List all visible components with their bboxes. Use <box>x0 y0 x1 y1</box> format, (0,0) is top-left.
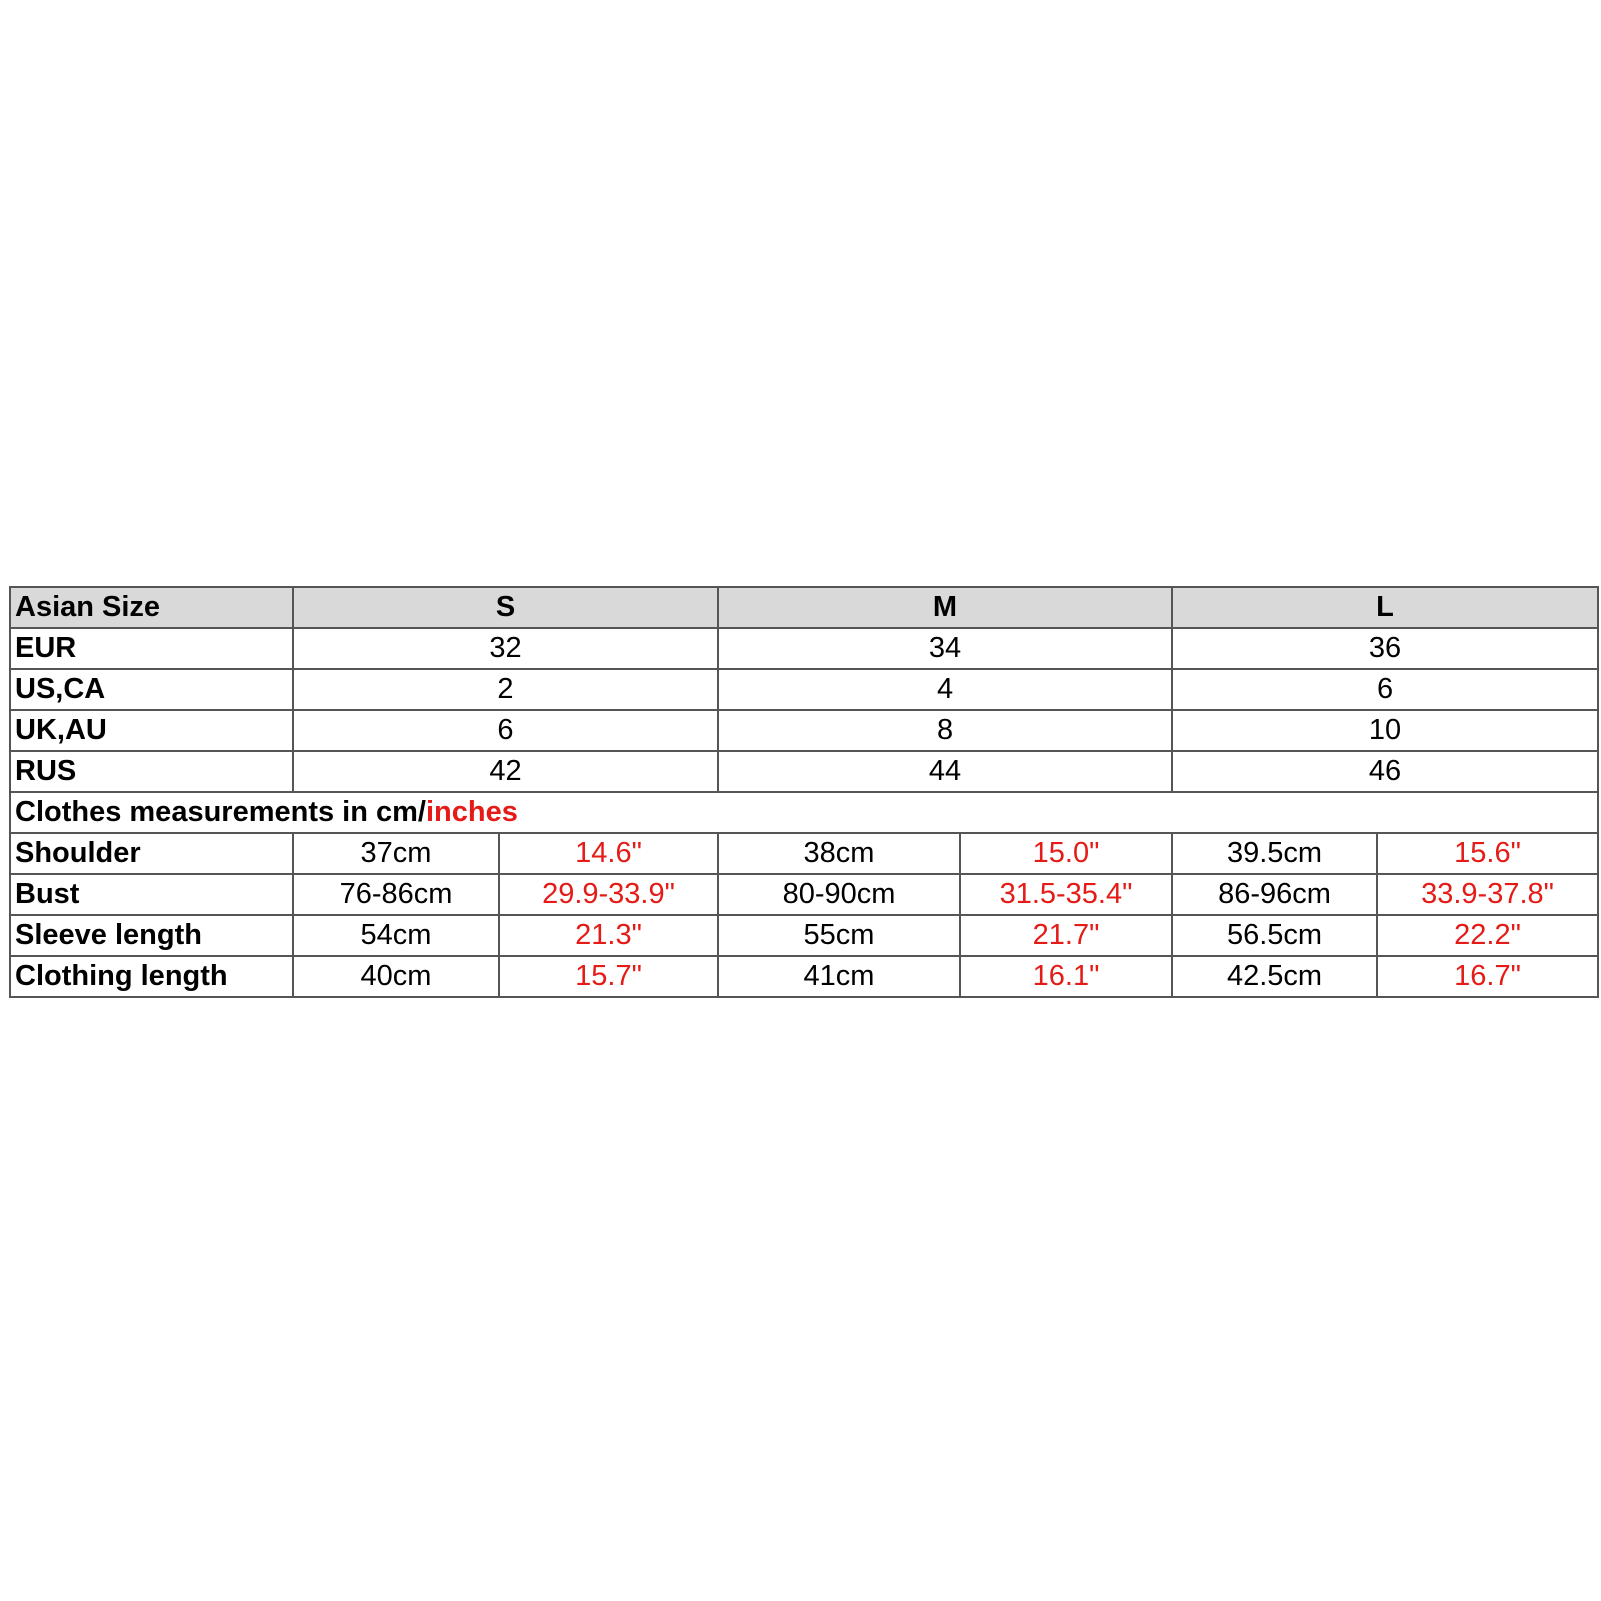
row-label: Bust <box>10 874 293 915</box>
cm-cell: 40cm <box>293 956 499 997</box>
table-row <box>10 833 1598 874</box>
header-row <box>10 587 1598 628</box>
row-label: Sleeve length <box>10 915 293 956</box>
row-label: Clothing length <box>10 956 293 997</box>
table-cell: 36 <box>1172 628 1598 669</box>
inch-cell: 14.6" <box>499 833 718 874</box>
table-cell: 4 <box>718 669 1172 710</box>
cm-cell: 56.5cm <box>1172 915 1377 956</box>
table-row <box>10 628 1598 669</box>
inch-cell: 22.2" <box>1377 915 1598 956</box>
inch-cell: 15.7" <box>499 956 718 997</box>
row-label: UK,AU <box>10 710 293 751</box>
table-row <box>10 751 1598 792</box>
table-row <box>10 874 1598 915</box>
section-heading-highlight: inches <box>425 796 518 828</box>
size-chart-table <box>9 586 1599 998</box>
section-row <box>10 792 1598 833</box>
inch-cell: 15.6" <box>1377 833 1598 874</box>
table-cell: 10 <box>1172 710 1598 751</box>
size-s-header: S <box>293 587 718 628</box>
cm-cell: 39.5cm <box>1172 833 1377 874</box>
inch-cell: 31.5-35.4" <box>960 874 1172 915</box>
cm-cell: 38cm <box>718 833 960 874</box>
cm-cell: 80-90cm <box>718 874 960 915</box>
cm-cell: 37cm <box>293 833 499 874</box>
size-m-header: M <box>718 587 1172 628</box>
table-cell: 42 <box>293 751 718 792</box>
inch-cell: 21.3" <box>499 915 718 956</box>
table-cell: 2 <box>293 669 718 710</box>
table-row <box>10 669 1598 710</box>
table-cell: 34 <box>718 628 1172 669</box>
table-cell: 46 <box>1172 751 1598 792</box>
inch-cell: 16.7" <box>1377 956 1598 997</box>
inch-cell: 15.0" <box>960 833 1172 874</box>
inch-cell: 21.7" <box>960 915 1172 956</box>
cm-cell: 42.5cm <box>1172 956 1377 997</box>
table-cell: 8 <box>718 710 1172 751</box>
table-cell: 44 <box>718 751 1172 792</box>
size-l-header: L <box>1172 587 1598 628</box>
cm-cell: 86-96cm <box>1172 874 1377 915</box>
cm-cell: 41cm <box>718 956 960 997</box>
section-heading-prefix: Clothes measurements in cm/ <box>15 796 426 828</box>
table-row <box>10 915 1598 956</box>
section-heading <box>10 792 1598 833</box>
cm-cell: 55cm <box>718 915 960 956</box>
table-cell: 6 <box>293 710 718 751</box>
row-label: EUR <box>10 628 293 669</box>
cm-cell: 54cm <box>293 915 499 956</box>
table-cell: 32 <box>293 628 718 669</box>
cm-cell: 76-86cm <box>293 874 499 915</box>
inch-cell: 29.9-33.9" <box>499 874 718 915</box>
inch-cell: 33.9-37.8" <box>1377 874 1598 915</box>
row-label: Shoulder <box>10 833 293 874</box>
row-label: Asian Size <box>10 587 293 628</box>
table-row <box>10 710 1598 751</box>
table-row <box>10 956 1598 997</box>
row-label: RUS <box>10 751 293 792</box>
row-label: US,CA <box>10 669 293 710</box>
table-cell: 6 <box>1172 669 1598 710</box>
inch-cell: 16.1" <box>960 956 1172 997</box>
